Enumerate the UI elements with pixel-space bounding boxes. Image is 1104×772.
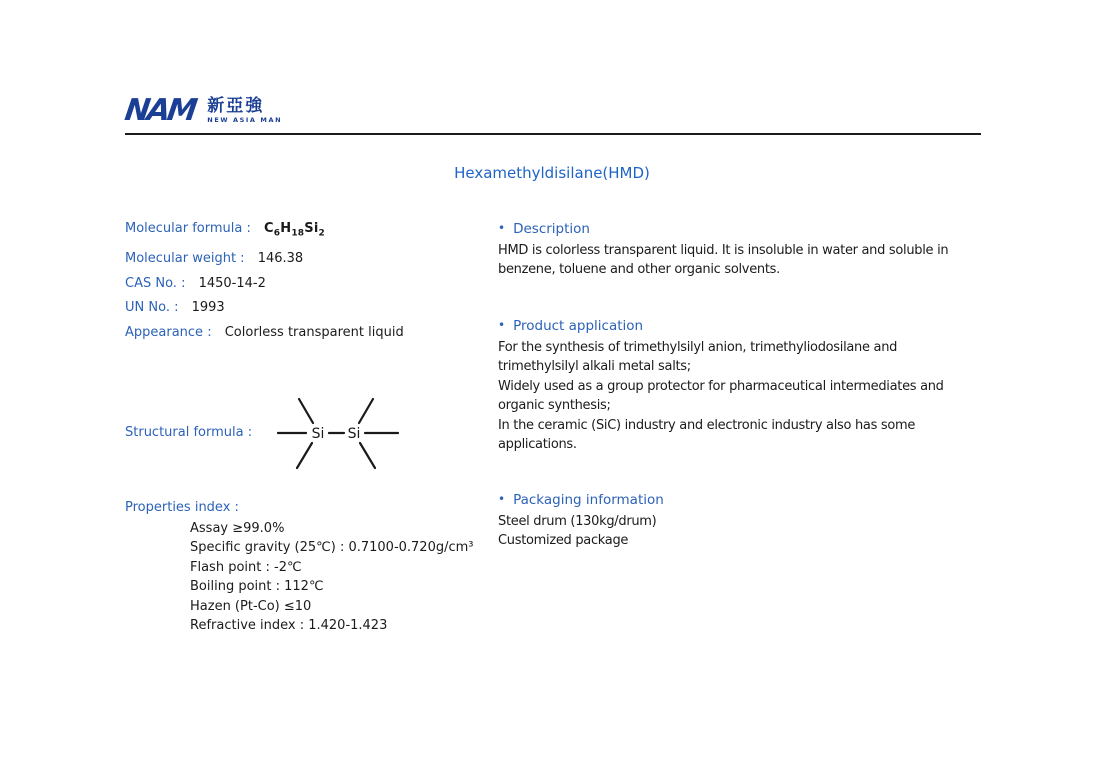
property-item-assay: Assay ≥99.0% — [190, 521, 285, 536]
section-header-label: Description — [513, 221, 590, 237]
property-item-flash-point: Flash point : -2℃ — [190, 559, 302, 575]
bullet-icon: • — [498, 318, 506, 332]
field-appearance — [125, 324, 505, 341]
bond-right-top — [359, 399, 373, 423]
field-label: UN No. : — [125, 300, 179, 316]
field-label: Appearance : — [125, 324, 212, 340]
application-text: For the synthesis of trimethylsilyl anion, trimethyliodosilane and trimethylsilyl alkali metal salts; — [498, 340, 898, 375]
field-cas-no — [125, 275, 505, 292]
property-item-boiling-point: Boiling point : 112℃ — [190, 579, 324, 595]
field-label: Molecular formula : — [125, 221, 251, 236]
structural-formula-diagram — [266, 392, 412, 476]
properties-index-header: Properties index : — [125, 500, 239, 515]
section-product-application — [498, 318, 968, 454]
formula-element: H — [280, 221, 292, 236]
section-header-label: Packaging information — [513, 492, 664, 508]
section-header-label: Product application — [513, 318, 644, 334]
chemical-identity-fields — [125, 220, 505, 348]
logo-subtext: NEW ASIA MAN — [207, 116, 283, 124]
page-title: Hexamethyldisilane(HMD) — [454, 164, 650, 182]
bond-left-top — [299, 399, 313, 423]
bullet-icon: • — [498, 221, 506, 235]
field-value: 1450-14-2 — [198, 275, 266, 291]
section-header — [498, 318, 968, 334]
company-logo — [122, 93, 283, 128]
packaging-text: Customized package — [498, 533, 629, 549]
formula-element: C — [264, 221, 274, 236]
header-divider — [125, 133, 981, 135]
molecular-formula-value — [264, 221, 325, 239]
packaging-text: Steel drum (130kg/drum) — [498, 514, 657, 529]
property-item-hazen: Hazen (Pt-Co) ≤10 — [190, 598, 312, 614]
section-header — [498, 221, 968, 237]
logo-chinese-name: 新亞強 — [207, 96, 265, 116]
property-item-specific-gravity: Specific gravity (25℃) : 0.7100-0.720g/cm³ — [190, 540, 474, 556]
field-value: 146.38 — [257, 251, 304, 267]
section-header — [498, 492, 968, 508]
formula-subscript: 2 — [318, 228, 325, 239]
logo-nam-mark: NAM — [122, 93, 197, 128]
field-label: CAS No. : — [125, 275, 186, 291]
section-packaging-information — [498, 492, 968, 551]
application-text: In the ceramic (SiC) industry and electronic industry also has some applications. — [498, 417, 916, 453]
formula-subscript: 6 — [273, 228, 281, 239]
field-label: Molecular weight : — [125, 251, 245, 267]
field-molecular-formula — [125, 220, 505, 243]
field-value: 1993 — [191, 300, 225, 316]
bond-right-bottom — [360, 443, 375, 468]
atom-si-left: Si — [311, 426, 325, 442]
logo-text-block — [207, 97, 282, 124]
bullet-icon: • — [498, 492, 506, 506]
description-text: HMD is colorless transparent liquid. It is insoluble in water and soluble in benzene, toluene and other organic solvents. — [498, 243, 949, 278]
formula-element: Si — [304, 221, 319, 236]
field-un-no — [125, 299, 505, 316]
properties-index-list — [190, 519, 474, 635]
property-item-refractive-index: Refractive index : 1.420-1.423 — [190, 618, 388, 634]
formula-subscript: 18 — [291, 228, 305, 239]
field-value: Colorless transparent liquid — [224, 324, 404, 340]
atom-si-right: Si — [347, 426, 361, 442]
bond-left-bottom — [297, 443, 312, 468]
section-description — [498, 221, 968, 280]
field-molecular-weight — [125, 250, 505, 267]
structural-formula-label: Structural formula : — [125, 425, 253, 440]
application-text: Widely used as a group protector for pharmaceutical intermediates and organic synthesis; — [498, 378, 944, 414]
